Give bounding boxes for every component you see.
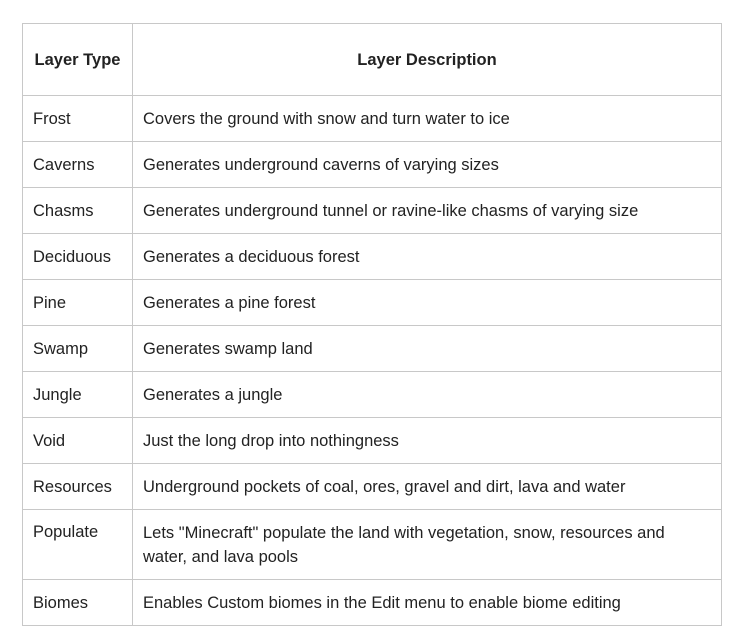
layer-description-cell: Generates a jungle: [133, 372, 722, 418]
table-row: [23, 142, 722, 188]
layer-type-cell: Deciduous: [23, 234, 133, 280]
table-row: [23, 326, 722, 372]
layer-description-cell: Just the long drop into nothingness: [133, 418, 722, 464]
layer-type-cell: Void: [23, 418, 133, 464]
layer-type-cell: Frost: [23, 96, 133, 142]
layer-description-cell: Generates underground tunnel or ravine-like chasms of varying size: [133, 188, 722, 234]
layer-type-cell: Populate: [23, 510, 133, 580]
table-row: [23, 234, 722, 280]
layer-description-cell: Generates swamp land: [133, 326, 722, 372]
layer-type-cell: Chasms: [23, 188, 133, 234]
layer-description-cell: Underground pockets of coal, ores, gravel and dirt, lava and water: [133, 464, 722, 510]
table-header-row: [23, 24, 722, 96]
layer-description-cell: Lets "Minecraft" populate the land with vegetation, snow, resources and water, and lava pools: [133, 510, 722, 580]
layer-description-cell: Covers the ground with snow and turn water to ice: [133, 96, 722, 142]
layer-type-cell: Resources: [23, 464, 133, 510]
layer-type-cell: Biomes: [23, 580, 133, 626]
table-row: [23, 372, 722, 418]
layer-description-cell: Generates a deciduous forest: [133, 234, 722, 280]
table-row: [23, 464, 722, 510]
layer-type-cell: Swamp: [23, 326, 133, 372]
layer-description-cell: Generates underground caverns of varying sizes: [133, 142, 722, 188]
layer-type-cell: Pine: [23, 280, 133, 326]
layer-description-cell: Enables Custom biomes in the Edit menu to enable biome editing: [133, 580, 722, 626]
layer-description-cell: Generates a pine forest: [133, 280, 722, 326]
table-row: [23, 188, 722, 234]
header-layer-description: Layer Description: [133, 24, 722, 96]
table-row: [23, 580, 722, 626]
table-row: [23, 280, 722, 326]
table-row: [23, 418, 722, 464]
table-row: [23, 510, 722, 580]
layer-type-cell: Jungle: [23, 372, 133, 418]
table-row: [23, 96, 722, 142]
header-layer-type: Layer Type: [23, 24, 133, 96]
layer-table: [22, 23, 722, 626]
layer-type-cell: Caverns: [23, 142, 133, 188]
